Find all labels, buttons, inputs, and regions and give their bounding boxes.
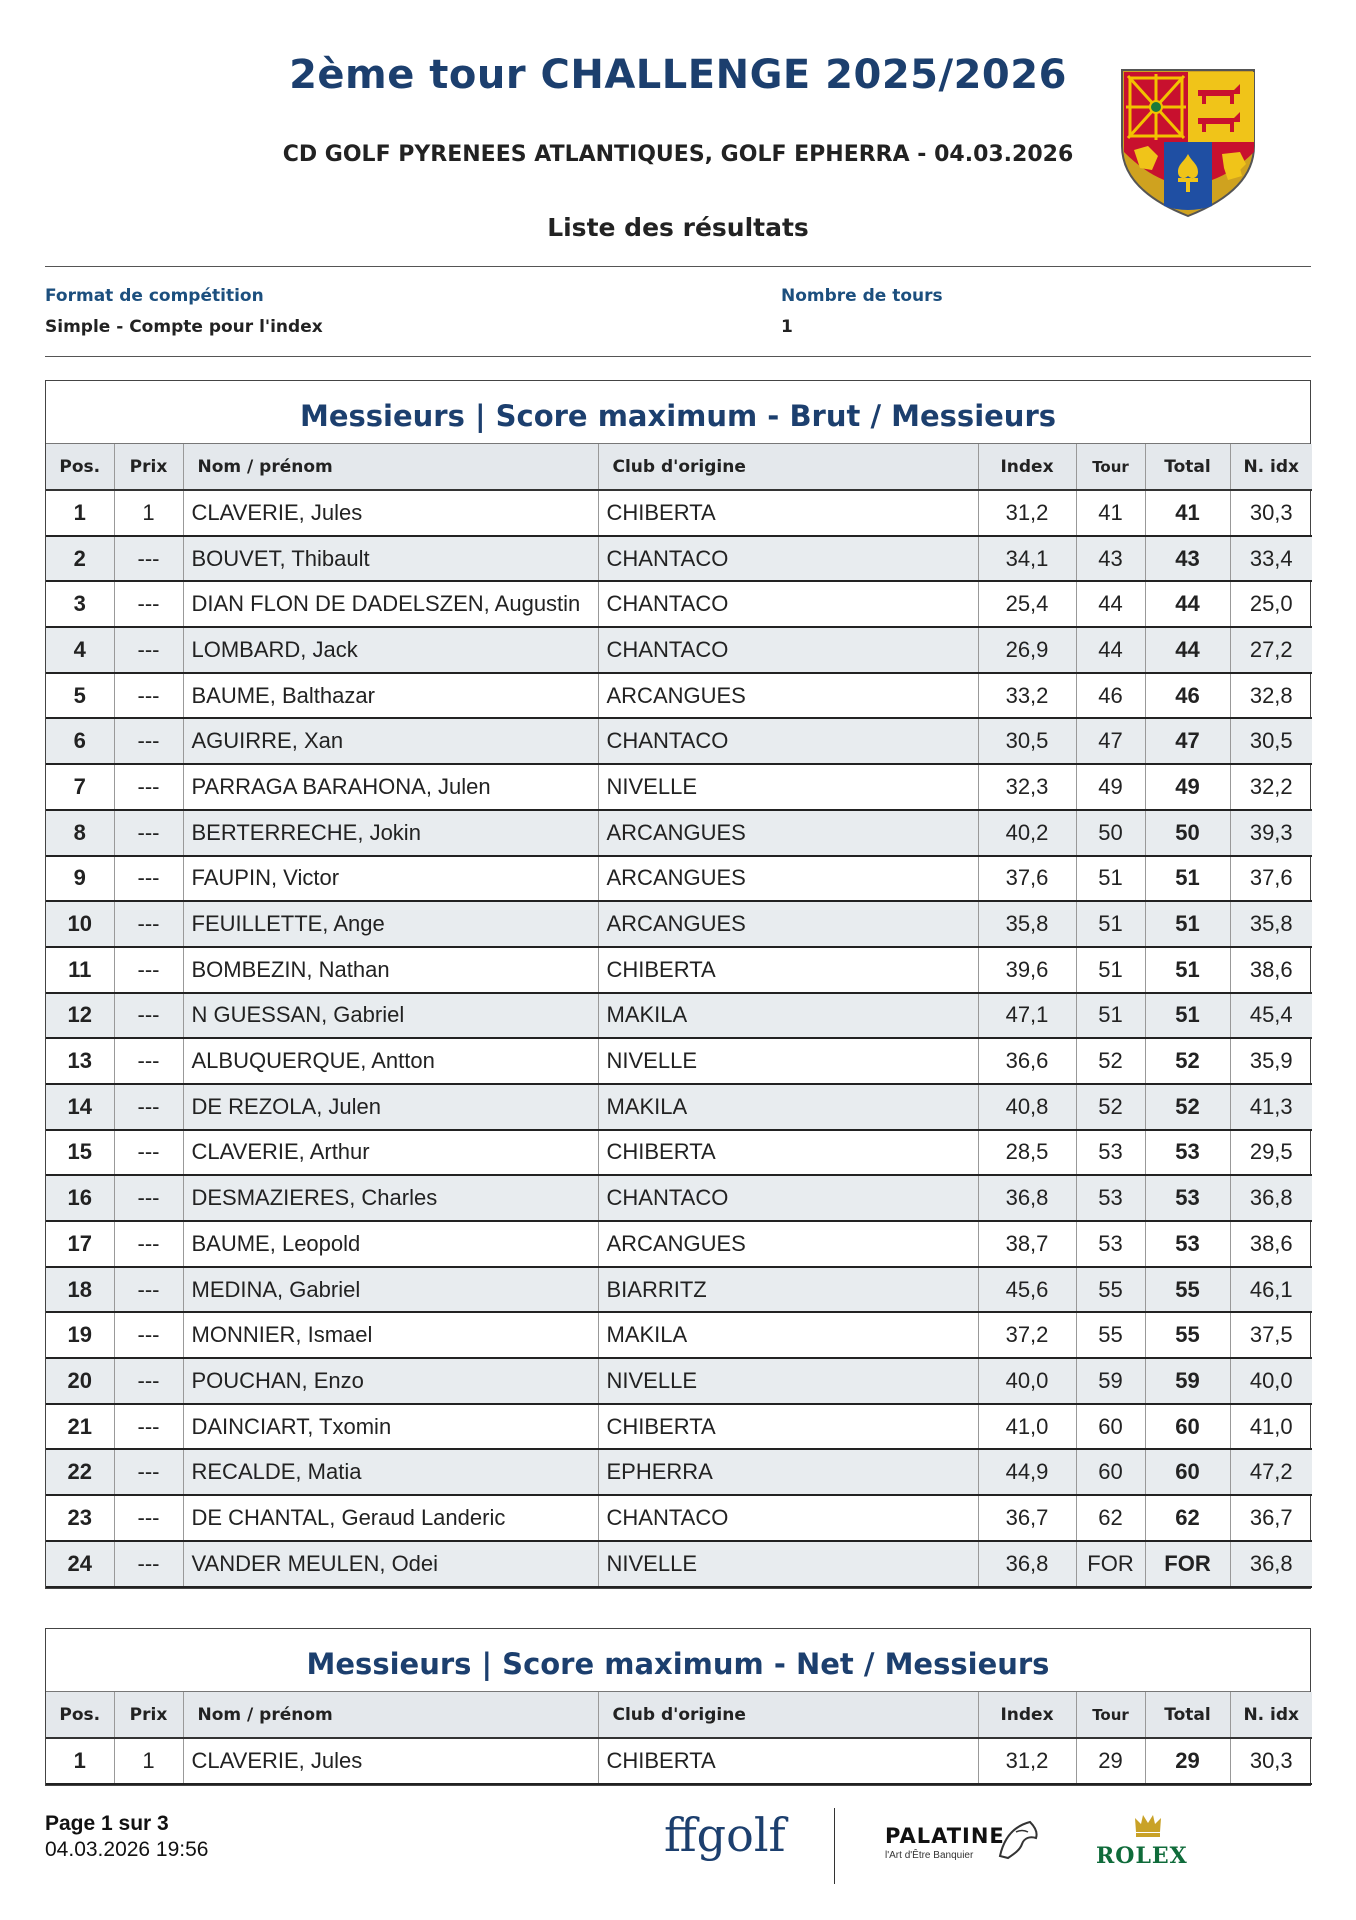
cell-tour: 53 — [1076, 1130, 1145, 1176]
table-row — [46, 1358, 1312, 1404]
cell-club: CHIBERTA — [598, 1404, 978, 1450]
cell-new-index: 29,5 — [1230, 1130, 1312, 1176]
cell-new-index: 38,6 — [1230, 947, 1312, 993]
cell-name: BOMBEZIN, Nathan — [183, 947, 598, 993]
cell-total: 51 — [1145, 901, 1230, 947]
cell-tour: FOR — [1076, 1541, 1145, 1587]
cell-pos: 22 — [46, 1449, 114, 1495]
cell-pos: 12 — [46, 993, 114, 1039]
cell-new-index: 38,6 — [1230, 1221, 1312, 1267]
table-row — [46, 490, 1312, 536]
cell-prix: --- — [114, 1175, 183, 1221]
cell-prix: 1 — [114, 1738, 183, 1784]
cell-total: 44 — [1145, 627, 1230, 673]
cell-pos: 13 — [46, 1038, 114, 1084]
cell-prix: --- — [114, 1130, 183, 1176]
cell-total: 60 — [1145, 1404, 1230, 1450]
cell-total: 55 — [1145, 1312, 1230, 1358]
cell-new-index: 40,0 — [1230, 1358, 1312, 1404]
cell-tour: 47 — [1076, 718, 1145, 764]
table-row — [46, 1267, 1312, 1313]
table-caption: Messieurs | Score maximum - Net / Messieurs — [46, 1629, 1310, 1692]
cell-tour: 41 — [1076, 490, 1145, 536]
cell-new-index: 35,8 — [1230, 901, 1312, 947]
cell-index: 36,8 — [978, 1175, 1076, 1221]
cell-prix: --- — [114, 673, 183, 719]
cell-index: 33,2 — [978, 673, 1076, 719]
cell-pos: 21 — [46, 1404, 114, 1450]
cell-index: 34,1 — [978, 536, 1076, 582]
cell-name: N GUESSAN, Gabriel — [183, 993, 598, 1039]
document-header — [0, 0, 1356, 260]
cell-pos: 17 — [46, 1221, 114, 1267]
cell-prix: --- — [114, 1449, 183, 1495]
divider — [45, 356, 1311, 357]
cell-club: CHIBERTA — [598, 490, 978, 536]
col-header-tour: Tour — [1076, 1692, 1145, 1738]
cell-pos: 7 — [46, 764, 114, 810]
cell-tour: 49 — [1076, 764, 1145, 810]
table-row — [46, 581, 1312, 627]
cell-prix: --- — [114, 947, 183, 993]
horse-head-icon — [994, 1818, 1042, 1860]
cell-new-index: 45,4 — [1230, 993, 1312, 1039]
cell-total: 51 — [1145, 856, 1230, 902]
cell-name: LOMBARD, Jack — [183, 627, 598, 673]
col-header-prix: Prix — [114, 444, 183, 490]
cell-tour: 60 — [1076, 1449, 1145, 1495]
cell-total: 53 — [1145, 1175, 1230, 1221]
cell-tour: 46 — [1076, 673, 1145, 719]
ffgolf-logo: ffgolf — [664, 1808, 786, 1862]
crown-icon — [1133, 1812, 1163, 1838]
cell-prix: --- — [114, 1404, 183, 1450]
table-row — [46, 1541, 1312, 1587]
divider — [45, 266, 1311, 267]
cell-prix: --- — [114, 764, 183, 810]
col-header-index: Index — [978, 444, 1076, 490]
table-caption: Messieurs | Score maximum - Brut / Messieurs — [46, 381, 1310, 444]
cell-club: CHANTACO — [598, 627, 978, 673]
cell-tour: 51 — [1076, 993, 1145, 1039]
cell-total: 49 — [1145, 764, 1230, 810]
table-row — [46, 1404, 1312, 1450]
cell-name: PARRAGA BARAHONA, Julen — [183, 764, 598, 810]
cell-club: NIVELLE — [598, 1038, 978, 1084]
cell-new-index: 32,2 — [1230, 764, 1312, 810]
results-grid — [46, 1692, 1312, 1785]
cell-name: BOUVET, Thibault — [183, 536, 598, 582]
cell-tour: 51 — [1076, 901, 1145, 947]
cell-name: CLAVERIE, Arthur — [183, 1130, 598, 1176]
rolex-logo: ROLEX — [1096, 1843, 1188, 1869]
cell-pos: 3 — [46, 581, 114, 627]
table-row — [46, 718, 1312, 764]
cell-name: MONNIER, Ismael — [183, 1312, 598, 1358]
cell-total: FOR — [1145, 1541, 1230, 1587]
cell-index: 40,0 — [978, 1358, 1076, 1404]
cell-name: BAUME, Leopold — [183, 1221, 598, 1267]
cell-prix: --- — [114, 1038, 183, 1084]
cell-total: 51 — [1145, 947, 1230, 993]
cell-club: CHIBERTA — [598, 1738, 978, 1784]
cell-new-index: 32,8 — [1230, 673, 1312, 719]
table-header-row — [46, 1692, 1312, 1738]
cell-new-index: 30,5 — [1230, 718, 1312, 764]
cell-prix: --- — [114, 536, 183, 582]
page-number: Page 1 sur 3 — [45, 1812, 169, 1835]
cell-index: 36,8 — [978, 1541, 1076, 1587]
cell-new-index: 36,8 — [1230, 1175, 1312, 1221]
cell-index: 36,7 — [978, 1495, 1076, 1541]
cell-new-index: 37,5 — [1230, 1312, 1312, 1358]
cell-tour: 50 — [1076, 810, 1145, 856]
cell-index: 32,3 — [978, 764, 1076, 810]
col-header-name: Nom / prénom — [183, 444, 598, 490]
cell-total: 46 — [1145, 673, 1230, 719]
cell-new-index: 25,0 — [1230, 581, 1312, 627]
table-row — [46, 901, 1312, 947]
cell-name: FEUILLETTE, Ange — [183, 901, 598, 947]
cell-name: BERTERRECHE, Jokin — [183, 810, 598, 856]
table-row — [46, 1449, 1312, 1495]
cell-club: CHIBERTA — [598, 947, 978, 993]
cell-club: MAKILA — [598, 993, 978, 1039]
cell-club: ARCANGUES — [598, 1221, 978, 1267]
col-header-pos: Pos. — [46, 1692, 114, 1738]
cell-total: 50 — [1145, 810, 1230, 856]
cell-prix: --- — [114, 718, 183, 764]
cell-total: 52 — [1145, 1084, 1230, 1130]
cell-tour: 62 — [1076, 1495, 1145, 1541]
cell-tour: 55 — [1076, 1312, 1145, 1358]
cell-index: 26,9 — [978, 627, 1076, 673]
cell-pos: 20 — [46, 1358, 114, 1404]
cell-club: MAKILA — [598, 1084, 978, 1130]
cell-total: 47 — [1145, 718, 1230, 764]
cell-tour: 60 — [1076, 1404, 1145, 1450]
table-row — [46, 1495, 1312, 1541]
col-header-name: Nom / prénom — [183, 1692, 598, 1738]
cell-name: CLAVERIE, Jules — [183, 1738, 598, 1784]
cell-name: ALBUQUERQUE, Antton — [183, 1038, 598, 1084]
print-timestamp: 04.03.2026 19:56 — [45, 1838, 209, 1861]
cell-club: MAKILA — [598, 1312, 978, 1358]
cell-pos: 11 — [46, 947, 114, 993]
cell-index: 25,4 — [978, 581, 1076, 627]
cell-club: NIVELLE — [598, 1358, 978, 1404]
cell-tour: 43 — [1076, 536, 1145, 582]
cell-total: 44 — [1145, 581, 1230, 627]
cell-tour: 52 — [1076, 1038, 1145, 1084]
cell-club: CHANTACO — [598, 1495, 978, 1541]
table-row — [46, 856, 1312, 902]
cell-index: 31,2 — [978, 1738, 1076, 1784]
cell-name: BAUME, Balthazar — [183, 673, 598, 719]
cell-club: ARCANGUES — [598, 856, 978, 902]
col-header-club: Club d'origine — [598, 1692, 978, 1738]
cell-index: 38,7 — [978, 1221, 1076, 1267]
page-title: 2ème tour CHALLENGE 2025/2026 — [289, 52, 1067, 98]
results-table-net — [45, 1628, 1311, 1786]
cell-tour: 29 — [1076, 1738, 1145, 1784]
cell-index: 35,8 — [978, 901, 1076, 947]
cell-index: 47,1 — [978, 993, 1076, 1039]
cell-club: NIVELLE — [598, 764, 978, 810]
cell-club: ARCANGUES — [598, 673, 978, 719]
cell-index: 36,6 — [978, 1038, 1076, 1084]
table-row — [46, 627, 1312, 673]
cell-tour: 59 — [1076, 1358, 1145, 1404]
cell-new-index: 35,9 — [1230, 1038, 1312, 1084]
cell-index: 30,5 — [978, 718, 1076, 764]
cell-prix: 1 — [114, 490, 183, 536]
cell-club: CHANTACO — [598, 718, 978, 764]
cell-pos: 9 — [46, 856, 114, 902]
table-row — [46, 1312, 1312, 1358]
cell-pos: 8 — [46, 810, 114, 856]
cell-pos: 1 — [46, 490, 114, 536]
col-header-new-index: N. idx — [1230, 1692, 1312, 1738]
col-header-pos: Pos. — [46, 444, 114, 490]
cell-total: 52 — [1145, 1038, 1230, 1084]
tours-value: 1 — [781, 317, 793, 337]
format-value: Simple - Compte pour l'index — [45, 317, 323, 337]
cell-tour: 51 — [1076, 947, 1145, 993]
cell-new-index: 27,2 — [1230, 627, 1312, 673]
cell-name: DE REZOLA, Julen — [183, 1084, 598, 1130]
palatine-logo: PALATINE — [885, 1824, 1005, 1848]
col-header-total: Total — [1145, 1692, 1230, 1738]
cell-new-index: 36,8 — [1230, 1541, 1312, 1587]
cell-prix: --- — [114, 1267, 183, 1313]
cell-club: EPHERRA — [598, 1449, 978, 1495]
cell-new-index: 30,3 — [1230, 1738, 1312, 1784]
page-subtitle: CD GOLF PYRENEES ATLANTIQUES, GOLF EPHERRA - 04.03.2026 — [282, 142, 1074, 167]
cell-total: 41 — [1145, 490, 1230, 536]
cell-prix: --- — [114, 1358, 183, 1404]
cell-index: 41,0 — [978, 1404, 1076, 1450]
cell-index: 39,6 — [978, 947, 1076, 993]
cell-pos: 24 — [46, 1541, 114, 1587]
cell-club: CHANTACO — [598, 536, 978, 582]
col-header-tour: Tour — [1076, 444, 1145, 490]
cell-name: POUCHAN, Enzo — [183, 1358, 598, 1404]
table-row — [46, 1738, 1312, 1784]
cell-name: AGUIRRE, Xan — [183, 718, 598, 764]
cell-total: 51 — [1145, 993, 1230, 1039]
cell-name: RECALDE, Matia — [183, 1449, 598, 1495]
cell-name: DESMAZIERES, Charles — [183, 1175, 598, 1221]
cell-tour: 44 — [1076, 627, 1145, 673]
cell-name: DE CHANTAL, Geraud Landeric — [183, 1495, 598, 1541]
cell-prix: --- — [114, 1541, 183, 1587]
cell-total: 59 — [1145, 1358, 1230, 1404]
results-table-brut — [45, 380, 1311, 1589]
table-row — [46, 1175, 1312, 1221]
cell-new-index: 33,4 — [1230, 536, 1312, 582]
cell-new-index: 46,1 — [1230, 1267, 1312, 1313]
cell-new-index: 30,3 — [1230, 490, 1312, 536]
palatine-tagline: l'Art d'Être Banquier — [885, 1850, 974, 1861]
table-row — [46, 673, 1312, 719]
cell-pos: 19 — [46, 1312, 114, 1358]
cell-pos: 1 — [46, 1738, 114, 1784]
cell-pos: 16 — [46, 1175, 114, 1221]
cell-total: 55 — [1145, 1267, 1230, 1313]
cell-pos: 23 — [46, 1495, 114, 1541]
cell-index: 37,6 — [978, 856, 1076, 902]
cell-prix: --- — [114, 856, 183, 902]
cell-tour: 53 — [1076, 1175, 1145, 1221]
cell-total: 53 — [1145, 1221, 1230, 1267]
cell-new-index: 37,6 — [1230, 856, 1312, 902]
cell-tour: 53 — [1076, 1221, 1145, 1267]
cell-pos: 2 — [46, 536, 114, 582]
cell-club: CHANTACO — [598, 1175, 978, 1221]
cell-pos: 14 — [46, 1084, 114, 1130]
cell-total: 62 — [1145, 1495, 1230, 1541]
cell-new-index: 36,7 — [1230, 1495, 1312, 1541]
table-header-row — [46, 444, 1312, 490]
col-header-index: Index — [978, 1692, 1076, 1738]
col-header-club: Club d'origine — [598, 444, 978, 490]
cell-total: 43 — [1145, 536, 1230, 582]
cell-new-index: 47,2 — [1230, 1449, 1312, 1495]
col-header-total: Total — [1145, 444, 1230, 490]
cell-total: 29 — [1145, 1738, 1230, 1784]
format-label: Format de compétition — [45, 286, 264, 306]
cell-pos: 15 — [46, 1130, 114, 1176]
cell-tour: 44 — [1076, 581, 1145, 627]
table-row — [46, 764, 1312, 810]
cell-index: 37,2 — [978, 1312, 1076, 1358]
cell-name: DAINCIART, Txomin — [183, 1404, 598, 1450]
cell-tour: 51 — [1076, 856, 1145, 902]
cell-total: 60 — [1145, 1449, 1230, 1495]
cell-new-index: 39,3 — [1230, 810, 1312, 856]
cell-name: DIAN FLON DE DADELSZEN, Augustin — [183, 581, 598, 627]
table-row — [46, 1221, 1312, 1267]
cell-pos: 18 — [46, 1267, 114, 1313]
cell-index: 45,6 — [978, 1267, 1076, 1313]
cell-prix: --- — [114, 901, 183, 947]
cell-prix: --- — [114, 810, 183, 856]
cell-prix: --- — [114, 627, 183, 673]
list-title: Liste des résultats — [547, 213, 809, 242]
cell-club: NIVELLE — [598, 1541, 978, 1587]
cell-index: 40,2 — [978, 810, 1076, 856]
cell-name: VANDER MEULEN, Odei — [183, 1541, 598, 1587]
cell-tour: 55 — [1076, 1267, 1145, 1313]
cell-index: 28,5 — [978, 1130, 1076, 1176]
table-row — [46, 993, 1312, 1039]
cell-total: 53 — [1145, 1130, 1230, 1176]
cell-index: 44,9 — [978, 1449, 1076, 1495]
cell-prix: --- — [114, 993, 183, 1039]
table-row — [46, 1084, 1312, 1130]
cell-prix: --- — [114, 1312, 183, 1358]
cell-name: FAUPIN, Victor — [183, 856, 598, 902]
table-row — [46, 1130, 1312, 1176]
cell-pos: 6 — [46, 718, 114, 764]
cell-club: CHANTACO — [598, 581, 978, 627]
footer-divider — [834, 1808, 835, 1884]
table-row — [46, 1038, 1312, 1084]
cell-prix: --- — [114, 1495, 183, 1541]
cell-club: ARCANGUES — [598, 810, 978, 856]
cell-club: ARCANGUES — [598, 901, 978, 947]
cell-new-index: 41,0 — [1230, 1404, 1312, 1450]
table-row — [46, 536, 1312, 582]
col-header-new-index: N. idx — [1230, 444, 1312, 490]
cell-club: CHIBERTA — [598, 1130, 978, 1176]
table-row — [46, 810, 1312, 856]
tours-label: Nombre de tours — [781, 286, 943, 306]
cell-prix: --- — [114, 1221, 183, 1267]
cell-index: 31,2 — [978, 490, 1076, 536]
cell-pos: 5 — [46, 673, 114, 719]
cell-name: MEDINA, Gabriel — [183, 1267, 598, 1313]
cell-prix: --- — [114, 1084, 183, 1130]
cell-tour: 52 — [1076, 1084, 1145, 1130]
table-row — [46, 947, 1312, 993]
results-grid — [46, 444, 1312, 1588]
cell-index: 40,8 — [978, 1084, 1076, 1130]
cell-prix: --- — [114, 581, 183, 627]
cell-pos: 4 — [46, 627, 114, 673]
col-header-prix: Prix — [114, 1692, 183, 1738]
cell-new-index: 41,3 — [1230, 1084, 1312, 1130]
coat-of-arms-icon — [1118, 68, 1258, 218]
cell-name: CLAVERIE, Jules — [183, 490, 598, 536]
cell-club: BIARRITZ — [598, 1267, 978, 1313]
cell-pos: 10 — [46, 901, 114, 947]
